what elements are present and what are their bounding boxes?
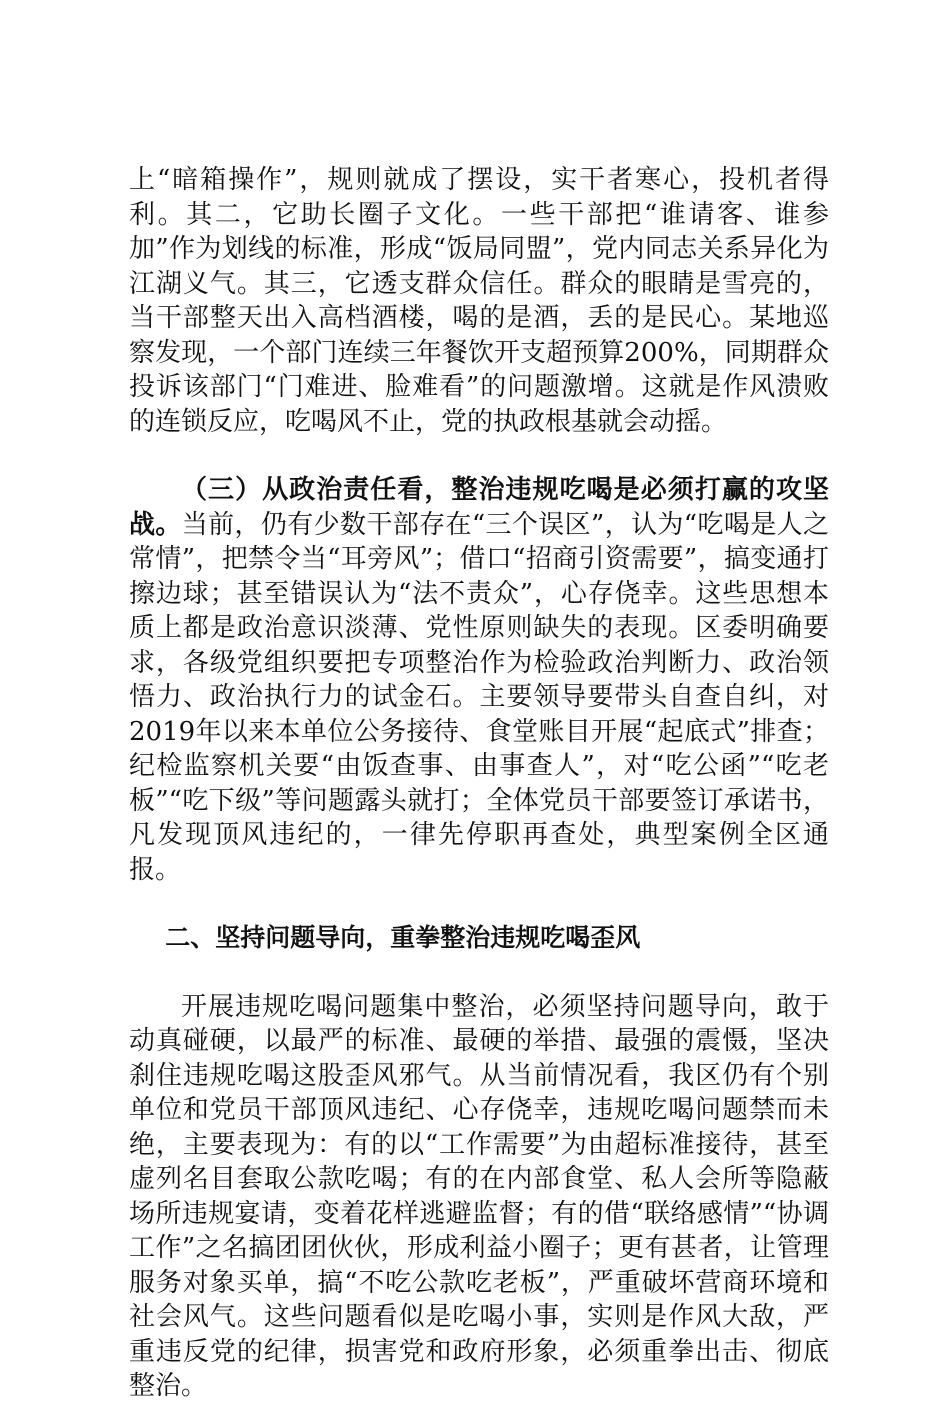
subsection-heading: （三）从政治责任看，整治违规吃喝是必须打赢的攻坚战。 [129, 475, 829, 540]
paragraph-problem-orientation: 开展违规吃喝问题集中整治，必须坚持问题导向，敢于动真碰硬，以最严的标准、最硬的举措、最强的震慑，坚决刹住违规吃喝这股歪风邪气。从当前情况看，我区仍有个别单位和党员干部顶风违纪、心存侥幸，违规吃喝问题禁而未绝，主要表现为：有的以“工作需要”为由超标准接待，甚至虚列名目套取公款吃喝；有的在内部食堂、私人会所等隐蔽场所违规宴请，变着花样逃避监督；有的借“联络感情”“协调工作”之名搞团团伙伙，形成利益小圈子；更有甚者，让管理服务对象买单，搞“不吃公款吃老板”，严重破坏营商环境和社会风气。这些问题看似是吃喝小事，实则是作风大敌，严重违反党的纪律，损害党和政府形象，必须重拳出击、彻底整治。 [129, 991, 829, 1401]
paragraph-political-responsibility [129, 473, 829, 887]
subsection-body: 当前，仍有少数干部存在“三个误区”，认为“吃喝是人之常情”，把禁令当“耳旁风”；借口“招商引资需要”，搞变通打擦边球；甚至错误认为“法不责众”，心存侥幸。这些思想本质上都是政治意识淡薄、党性原则缺失的表现。区委明确要求，各级党组织要把专项整治作为检验政治判断力、政治领悟力、政治执行力的试金石。主要领导要带头自查自纠，对2019年以来本单位公务接待、食堂账目开展“起底式”排查；纪检监察机关要“由饭查事、由事查人”，对“吃公函”“吃老板”“吃下级”等问题露头就打；全体党员干部要签订承诺书，凡发现顶风违纪的，一律先停职再查处，典型案例全区通报。 [129, 509, 829, 885]
document-page [129, 163, 829, 1404]
paragraph-gap [129, 887, 829, 921]
paragraph-continuation: 上“暗箱操作”，规则就成了摆设，实干者寒心，投机者得利。其二，它助长圈子文化。一些干部把“谁请客、谁参加”作为划线的标准，形成“饭局同盟”，党内同志关系异化为江湖义气。其三，它透支群众信任。群众的眼睛是雪亮的，当干部整天出入高档酒楼，喝的是酒，丢的是民心。某地巡察发现，一个部门连续三年餐饮开支超预算200%，同期群众投诉该部门“门难进、脸难看”的问题激增。这就是作风溃败的连锁反应，吃喝风不止，党的执政根基就会动摇。 [129, 165, 829, 437]
paragraph-gap [129, 956, 829, 990]
paragraph-gap [129, 439, 829, 473]
section-heading: 二、坚持问题导向，重拳整治违规吃喝歪风 [165, 923, 641, 952]
